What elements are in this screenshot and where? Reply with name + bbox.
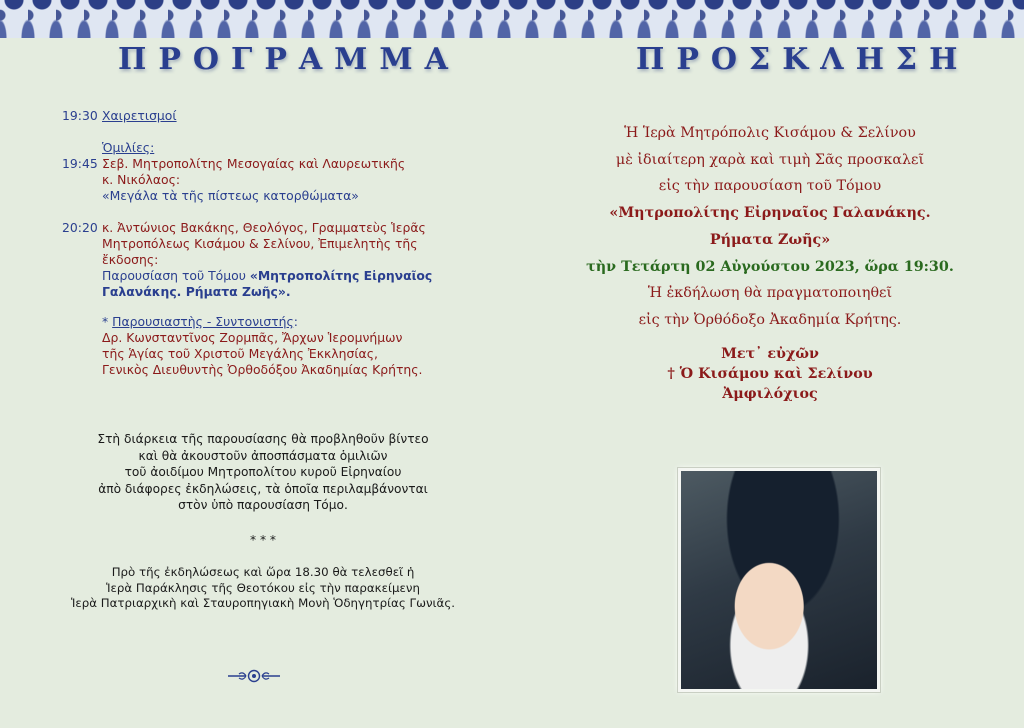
coordinator-label: Παρουσιαστὴς - Συντονιστής	[112, 314, 294, 329]
program-text: «Μεγάλα τὰ τῆς πίστεως κατορθώματα»	[102, 188, 359, 203]
portrait-photo	[678, 468, 880, 692]
program-item	[62, 220, 462, 236]
program-title: ΠΡΟΓΡΑΜΜΑ	[118, 42, 460, 77]
decorative-border-icon	[0, 0, 1024, 38]
invitation-line: μὲ ἰδιαίτερη χαρὰ καὶ τιμὴ Σᾶς προσκαλεῖ	[615, 151, 925, 168]
program-item	[62, 140, 462, 156]
event-date: τὴν Τετάρτη 02 Αὐγούστου 2023, ὥρα 19:30.	[586, 258, 954, 275]
program-text: κ. Ἀντώνιος Βακάκης, Θεολόγος, Γραμματεὺς Ἱερᾶς	[102, 220, 426, 235]
signature-line: Ἀμφιλόχιος	[722, 385, 818, 402]
separator-stars: * * *	[249, 533, 277, 547]
program-text: Χαιρετισμοί	[102, 108, 177, 123]
coordinator-text: Γενικὸς Διευθυντὴς Ὀρθοδόξου Ἀκαδημίας Κρήτης.	[102, 362, 423, 377]
signature-line: † Ὁ Κισάμου καὶ Σελίνου	[667, 365, 873, 382]
book-title: «Μητροπολίτης Εἰρηναῖος	[249, 268, 433, 283]
star-mark: *	[102, 314, 113, 329]
program-text: Μητροπόλεως Κισάμου & Σελίνου, Ἐπιμελητὴς τῆς	[102, 236, 418, 251]
program-time: 19:30	[62, 108, 98, 123]
program-section: 19:30 Χαιρετισμοί Ὁμιλίες: 19:45 Σεβ. Μητροπολίτης Μεσογαίας καὶ Λαυρεωτικῆς κ. Νικόλαος: «Μεγάλα τὰ τῆς πίστεως κατορθώματα» 20:20 κ. Ἀντώνιος Βακάκης, Θεολόγος, Γραμματεὺς Ἱερᾶς Μητροπόλεως Κισάμου & Σελίνου, Ἐπιμελητὴς τῆς ἔκδοσης: Παρουσίαση τοῦ Τόμου «Μητροπολίτης Εἰρηναῖος Γαλανάκης. Ρήματα Ζωῆς». * Παρουσιαστὴς - Συντονιστής: Δρ. Κωνσταντῖνος Ζορμπᾶς, Ἄρχων Ἱερομνήμων τῆς Ἁγίας τοῦ Χριστοῦ Μεγάλης Ἐκκλησίας, Γενικὸς Διευθυντὴς Ὀρθοδόξου Ἀκαδημίας Κρήτης.	[62, 108, 462, 378]
invitation-line: Ἡ Ἱερὰ Μητρόπολις Κισάμου & Σελίνου	[624, 125, 916, 141]
speeches-heading: Ὁμιλίες:	[102, 140, 155, 155]
vespers-note: Πρὸ τῆς ἐκδηλώσεως καὶ ὥρα 18.30 θὰ τελεσθεῖ ἡ Ἱερὰ Παράκλησις τῆς Θεοτόκου εἰς τὴν παρακείμενη Ἱερὰ Πατριαρχικὴ καὶ Σταυροπηγιακὴ Μονὴ Ὁδηγητρίας Γωνιᾶς.	[70, 565, 455, 610]
invitation-line: εἰς τὴν παρουσίαση τοῦ Τόμου	[658, 178, 882, 195]
venue-line: Ἡ ἐκδήλωση θὰ πραγματοποιηθεῖ	[647, 285, 893, 302]
decorative-ornament-icon	[228, 668, 280, 684]
program-time: 20:20	[62, 220, 98, 235]
presentation-note: Στὴ διάρκεια τῆς παρουσίασης θὰ προβληθοῦν βίντεο καὶ θὰ ἀκουστοῦν ἀποσπάσματα ὁμιλιῶν τοῦ ἀοιδίμου Μητροπολίτου κυροῦ Εἰρηναίου ἀπὸ διάφορες ἐκδηλώσεις, τὰ ὁποῖα περιλαμβάνονται στὸν ὑπὸ παρουσίαση Τόμο.	[97, 432, 429, 512]
book-title: Γαλανάκης. Ρήματα Ζωῆς».	[102, 284, 291, 299]
program-text: Σεβ. Μητροπολίτης Μεσογαίας καὶ Λαυρεωτικῆς	[102, 156, 406, 171]
invitation-section	[560, 120, 980, 404]
program-item	[62, 156, 462, 172]
program-time: 19:45	[62, 156, 98, 171]
signature-line: Μετ᾽ εὐχῶν	[721, 345, 819, 362]
program-text: ἔκδοσης:	[102, 252, 159, 267]
program-text: Παρουσίαση τοῦ Τόμου	[102, 268, 250, 283]
venue-line: εἰς τὴν Ὀρθόδοξο Ἀκαδημία Κρήτης.	[638, 311, 902, 328]
coordinator-text: τῆς Ἁγίας τοῦ Χριστοῦ Μεγάλης Ἐκκλησίας,	[102, 346, 378, 361]
coordinator-text: Δρ. Κωνσταντῖνος Ζορμπᾶς, Ἄρχων Ἱερομνήμων	[102, 330, 403, 345]
invitation-line: «Μητροπολίτης Εἰρηναῖος Γαλανάκης.	[609, 205, 931, 222]
invitation-line: Ρήματα Ζωῆς»	[709, 231, 831, 248]
program-item	[62, 108, 462, 124]
invitation-title: ΠΡΟΣΚΛΗΣΗ	[636, 42, 970, 77]
program-text: κ. Νικόλαος:	[102, 172, 181, 187]
